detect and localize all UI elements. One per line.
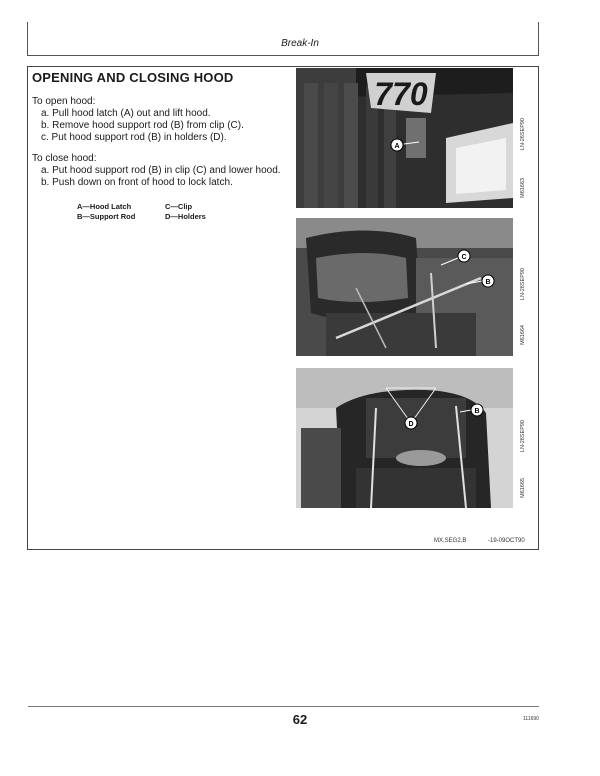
legend-item-b: B—Support Rod [77,212,136,221]
legend-left [77,202,135,222]
open-instructions [32,96,244,144]
section-title: OPENING AND CLOSING HOOD [32,70,234,85]
callout-d-label: D [408,421,414,428]
legend-item-a: A—Hood Latch [77,202,132,211]
figure-3-code: LN-26SEP90 [520,420,526,453]
figure-1-code: LN-26SEP90 [520,118,526,151]
reference-code: MX,SEG2,B [434,538,467,544]
open-step: b. Remove hood support rod (B) from clip (C). [41,120,244,131]
close-step: b. Push down on front of hood to lock latch. [41,177,233,188]
footer-rule [28,706,539,707]
figure-support-rod-clip-photo [296,218,513,356]
header-title: Break-In [281,38,319,49]
footer-code: 111690 [523,716,539,722]
callout-b-label: B [485,279,491,286]
open-step: c. Put hood support rod (B) in holders (D). [41,132,227,143]
open-step: a. Pull hood latch (A) out and lift hood. [41,108,211,119]
figure-2-id: M61664 [520,325,526,345]
page-number: 62 [292,712,308,727]
model-badge: 770 [374,76,428,112]
close-step: a. Put hood support rod (B) in clip (C) and lower hood. [41,165,281,176]
open-intro: To open hood: [32,96,96,107]
figure-2-code: LN-26SEP90 [520,268,526,301]
reference-date: -19-09OCT90 [488,538,525,544]
legend-item-c: C—Clip [165,202,193,211]
callout-c-label: C [461,254,467,261]
figure-1-id: M61663 [520,178,526,198]
legend-right [165,202,206,222]
close-instructions [32,153,281,189]
close-intro: To close hood: [32,153,97,164]
callout-b-label: B [474,408,480,415]
legend-item-d: D—Holders [165,212,206,221]
figure-holders-photo [296,368,513,508]
figure-hood-latch-photo [296,68,513,208]
figure-3-id: M61665 [520,478,526,498]
callout-a-label: A [394,143,400,150]
